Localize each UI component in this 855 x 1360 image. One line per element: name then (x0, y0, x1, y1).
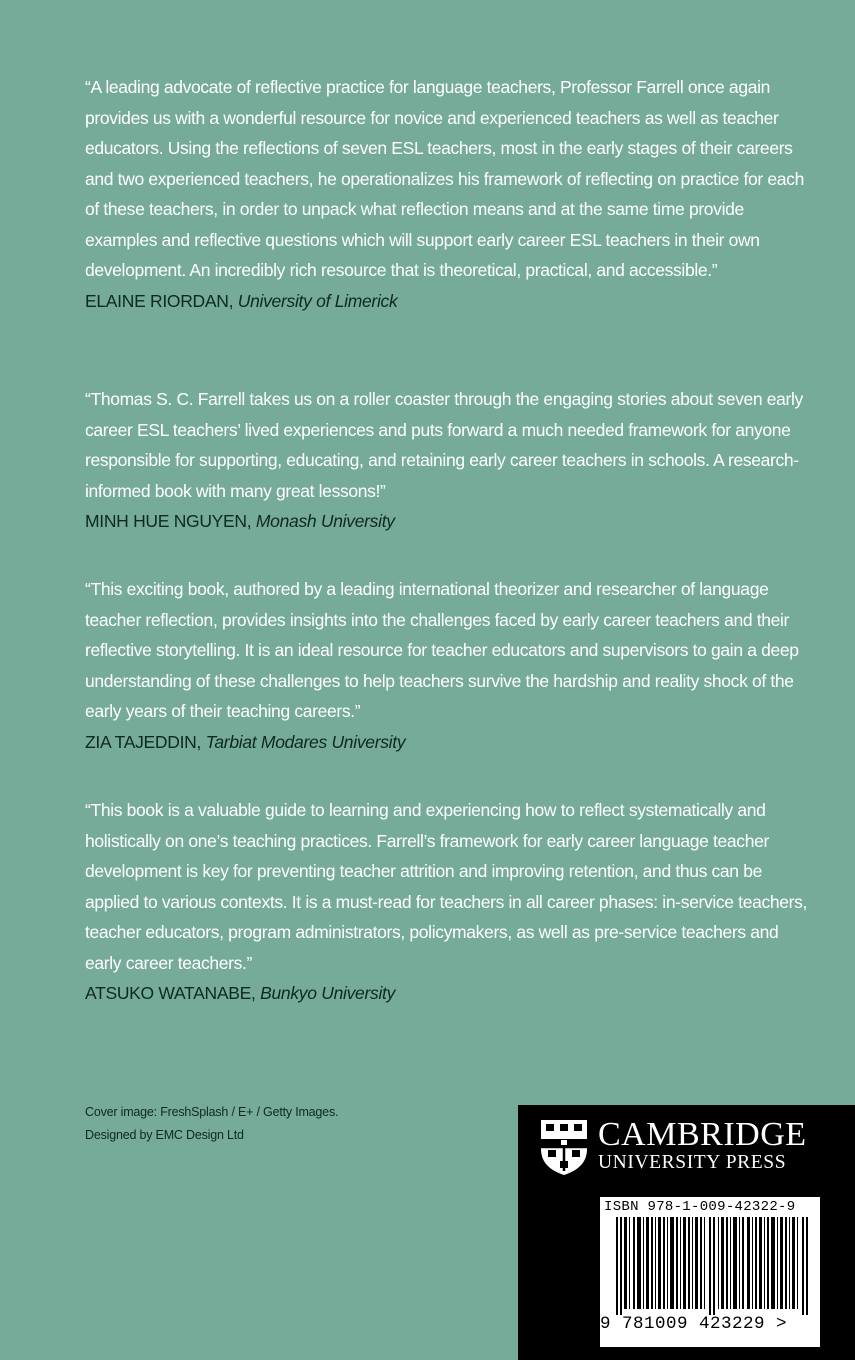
quote-4-affiliation: Bunkyo University (260, 983, 396, 1003)
cambridge-shield-icon (540, 1119, 588, 1176)
quote-1-attribution: ELAINE RIORDAN, University of Limerick (85, 290, 398, 311)
quote-4-text: “This book is a valuable guide to learning and experiencing how to reflect systematically and holistically on one’s teaching practices. Farrell’s framework for early career language teacher development is key for preventing teacher attrition and improving retention, and thus can be applied to various contexts. It is a must-read for teachers in all career phases: in-service teachers, teacher educators, program administrators, policymakers, as well as pre-service teachers and early career teachers.” (85, 800, 808, 973)
isbn-label: ISBN 978-1-009-42322-9 (604, 1199, 796, 1215)
quote-2-name: MINH HUE NGUYEN (85, 511, 247, 531)
publisher-name: CAMBRIDGE (598, 1116, 807, 1153)
ean-digits: 9 781009 423229 > (600, 1314, 788, 1334)
quote-1-affiliation: University of Limerick (237, 290, 398, 311)
quote-3-attribution: ZIA TAJEDDIN, Tarbiat Modares University (85, 731, 406, 752)
quote-1-name: ELAINE RIORDAN (85, 290, 229, 311)
publisher-subtitle: UNIVERSITY PRESS (598, 1152, 787, 1173)
cover-image-credit: Cover image: FreshSplash / E+ / Getty Images. (85, 1105, 339, 1119)
publisher-logo (540, 1116, 807, 1176)
credits (85, 1101, 338, 1147)
quote-3-name: ZIA TAJEDDIN (85, 731, 197, 752)
quote-2 (85, 384, 810, 537)
barcode-bars-icon (616, 1217, 812, 1315)
publisher-box (518, 1105, 855, 1360)
quote-3-affiliation: Tarbiat Modares University (205, 731, 406, 752)
barcode (600, 1197, 820, 1347)
quote-4-name: ATSUKO WATANABE (85, 983, 251, 1003)
quote-2-affiliation: Monash University (255, 511, 395, 531)
quote-1 (85, 72, 810, 316)
quote-1-text: “A leading advocate of reflective practice for language teachers, Professor Farrell once again provides us with a wonderful resource for novice and experienced teachers as well as teacher educators. Using the reflections of seven ESL teachers, most in the early stages of their careers and two experienced teachers, he operationalizes his framework of reflecting on practice for each of these teachers, in order to unpack what reflection means and at the same time provide examples and reflective questions which will support early career ESL teachers in their own development. An incredibly rich resource that is theoretical, practical, and accessible.” (85, 77, 804, 280)
quote-4 (85, 795, 810, 1009)
quote-3 (85, 574, 810, 757)
quote-4-attribution: ATSUKO WATANABE, Bunkyo University (85, 983, 396, 1003)
designer-credit: Designed by EMC Design Ltd (85, 1128, 244, 1142)
quote-2-text: “Thomas S. C. Farrell takes us on a roller coaster through the engaging stories about seven early career ESL teachers’ lived experiences and puts forward a much needed framework for anyone responsible for supporting, educating, and retaining early career teachers in schools. A research-informed book with many great lessons!” (85, 389, 803, 501)
quote-3-text: “This exciting book, authored by a leading international theorizer and researcher of language teacher reflection, provides insights into the challenges faced by early career teachers and their reflective storytelling. It is an ideal resource for teacher educators and supervisors to gain a deep understanding of these challenges to help teachers survive the hardship and reality shock of the early years of their teaching careers.” (85, 579, 799, 721)
quote-2-attribution: MINH HUE NGUYEN, Monash University (85, 511, 395, 531)
